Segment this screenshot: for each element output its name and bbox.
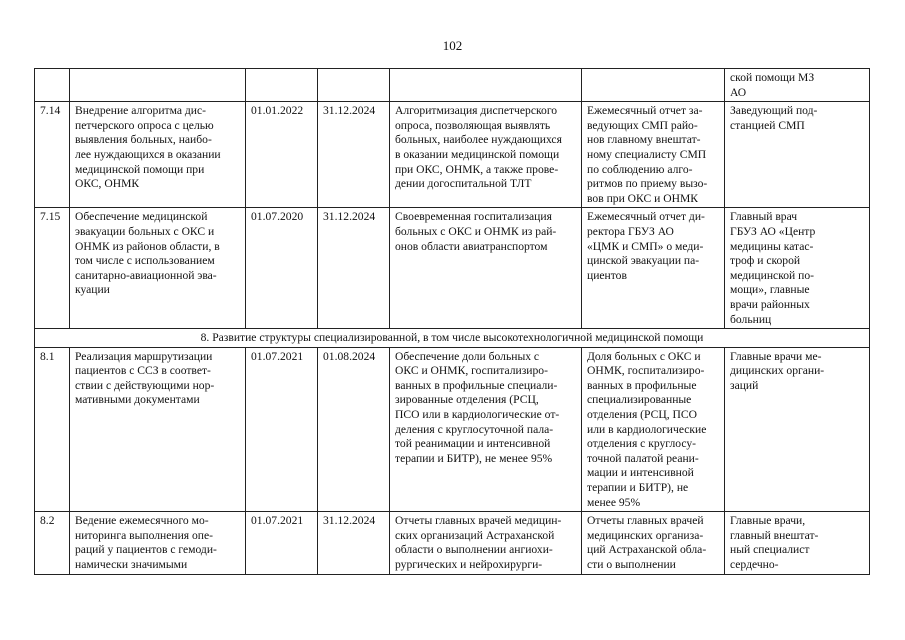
control-cell: Ежемесячный отчет за- ведующих СМП райо- нов главному внештат- ному специалисту СМП по соблюдению алго- ритмов по приему вызо- вов при ОКС и ОНМК bbox=[582, 102, 725, 208]
responsible-cell: Заведующий под- станцией СМП bbox=[725, 102, 870, 208]
row-number-cell: 8.1 bbox=[35, 347, 70, 512]
end-date-cell: 31.12.2024 bbox=[318, 102, 390, 208]
activity-cell: Реализация маршрутизации пациентов с ССЗ в соответ- ствии с действующими нор- мативными документами bbox=[70, 347, 246, 512]
control-cell bbox=[582, 69, 725, 102]
row-number-cell bbox=[35, 69, 70, 102]
start-date-cell bbox=[246, 69, 318, 102]
responsible-cell: Главные врачи ме- дицинских органи- заций bbox=[725, 347, 870, 512]
plan-table bbox=[34, 68, 870, 575]
end-date-cell: 01.08.2024 bbox=[318, 347, 390, 512]
result-cell bbox=[390, 69, 582, 102]
end-date-cell: 31.12.2024 bbox=[318, 512, 390, 574]
table-row bbox=[35, 102, 870, 208]
responsible-cell: Главные врачи, главный внештат- ный специалист сердечно- bbox=[725, 512, 870, 574]
activity-cell bbox=[70, 69, 246, 102]
table-row bbox=[35, 512, 870, 574]
section-row bbox=[35, 329, 870, 348]
end-date-cell: 31.12.2024 bbox=[318, 208, 390, 329]
start-date-cell: 01.01.2022 bbox=[246, 102, 318, 208]
end-date-cell bbox=[318, 69, 390, 102]
section-heading: 8. Развитие структуры специализированной, в том числе высокотехнологичной медицинской помощи bbox=[35, 329, 870, 348]
activity-cell: Внедрение алгоритма дис- петчерского опроса с целью выявления больных, наибо- лее нуждающихся в оказании медицинской помощи при ОКС, ОНМК bbox=[70, 102, 246, 208]
control-cell: Доля больных с ОКС и ОНМК, госпитализиро- ванных в профильные специализированные отделения (РСЦ, ПСО или в кардиологические отделения с круглосу- точной палатой реани- мации и интенсивной терапии и БИТР), не менее 95% bbox=[582, 347, 725, 512]
row-number-cell: 7.15 bbox=[35, 208, 70, 329]
table-row bbox=[35, 208, 870, 329]
result-cell: Отчеты главных врачей медицин- ских организаций Астраханской области о выполнении ангиохи- рургических и нейрохирурги- bbox=[390, 512, 582, 574]
row-number-cell: 7.14 bbox=[35, 102, 70, 208]
responsible-cell: Главный врач ГБУЗ АО «Центр медицины катас- троф и скорой медицинской по- мощи», главные врачи районных больниц bbox=[725, 208, 870, 329]
control-cell: Отчеты главных врачей медицинских организа- ций Астраханской обла- сти о выполнении bbox=[582, 512, 725, 574]
row-number-cell: 8.2 bbox=[35, 512, 70, 574]
start-date-cell: 01.07.2020 bbox=[246, 208, 318, 329]
activity-cell: Ведение ежемесячного мо- ниторинга выполнения опе- раций у пациентов с гемоди- намически значимыми bbox=[70, 512, 246, 574]
table-row bbox=[35, 347, 870, 512]
table-row bbox=[35, 69, 870, 102]
result-cell: Своевременная госпитализация больных с ОКС и ОНМК из рай- онов области авиатранспортом bbox=[390, 208, 582, 329]
responsible-cell: ской помощи МЗ АО bbox=[725, 69, 870, 102]
page-number: 102 bbox=[442, 38, 463, 53]
start-date-cell: 01.07.2021 bbox=[246, 347, 318, 512]
control-cell: Ежемесячный отчет ди- ректора ГБУЗ АО «ЦМК и СМП» о меди- цинской эвакуации па- циентов bbox=[582, 208, 725, 329]
start-date-cell: 01.07.2021 bbox=[246, 512, 318, 574]
result-cell: Обеспечение доли больных с ОКС и ОНМК, госпитализиро- ванных в профильные специали- зированные отделения (РСЦ, ПСО или в кардиологические от- деления с круглосуточной пала- той реанимации и интенсивной терапии и БИТР), не менее 95% bbox=[390, 347, 582, 512]
result-cell: Алгоритмизация диспетчерского опроса, позволяющая выявлять больных, наиболее нуждающихся в оказании медицинской помощи при ОКС, ОНМК, а также прове- дении догоспитальной ТЛТ bbox=[390, 102, 582, 208]
activity-cell: Обеспечение медицинской эвакуации больных с ОКС и ОНМК из районов области, в том числе с использованием санитарно-авиационной эва- куации bbox=[70, 208, 246, 329]
